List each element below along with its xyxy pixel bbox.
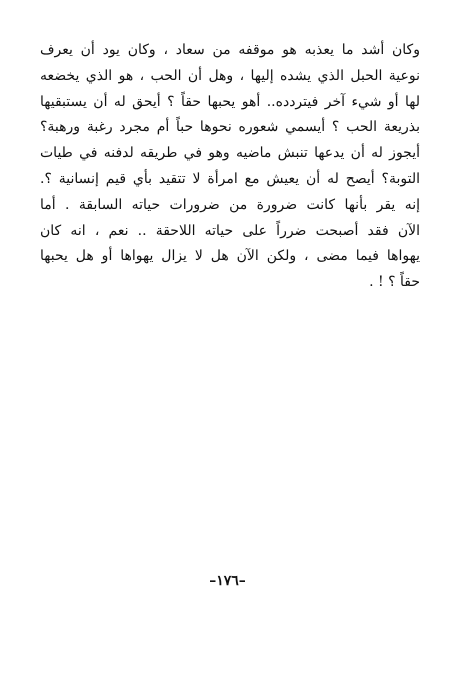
text-line: الآن فقد أصبحت ضرراً على حياته اللاحقة .. نعم ، انه كان <box>40 222 420 239</box>
page-number: –١٧٦– <box>209 573 246 589</box>
text-line: أيجوز له أن يدعها تنبش ماضيه وهو في طريقه لدفنه في طيات <box>40 145 420 162</box>
text-line: نوعية الحبل الذي يشده إليها ، وهل أن الحب ، هو الذي يخضعه <box>40 67 420 84</box>
text-line: إنه يقر بأنها كانت ضرورة من ضرورات حياته السابقة . أما <box>40 196 420 213</box>
text-line: التوبة؟ أيصح له أن يعيش مع امرأة لا تتقيد بأي قيم إنسانية ؟. <box>40 170 420 187</box>
text-line: يهواها فيما مضى ، ولكن الآن هل لا يزال يهواها أو هل يحبها <box>40 248 420 265</box>
text-line: حقاً ؟ ! . <box>369 274 420 291</box>
text-line: بذريعة الحب ؟ أيسمي شعوره نحوها حباً أم مجرد رغبة ورهبة؟ <box>40 119 420 136</box>
text-line: وكان أشد ما يعذبه هو موقفه من سعاد ، وكان يود أن يعرف <box>40 42 420 58</box>
body-text <box>40 38 420 296</box>
text-line: لها أو شيء آخر فيتردده.. أهو يحبها حقاً ؟ أيحق له أن يستبقيها <box>40 93 420 110</box>
